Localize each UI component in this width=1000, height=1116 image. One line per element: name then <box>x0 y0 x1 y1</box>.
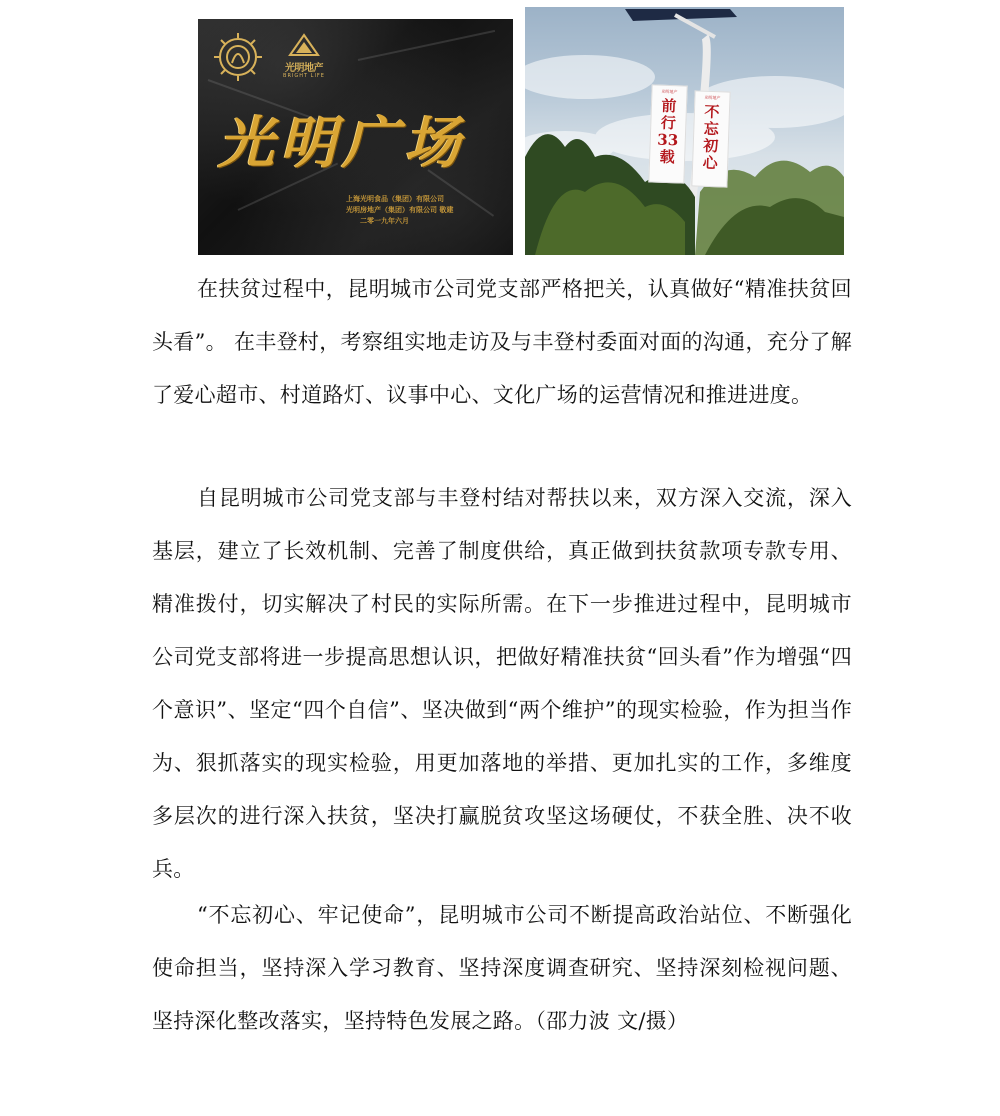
plaque-inscription <box>346 194 506 227</box>
banner-char: 初 <box>702 136 719 156</box>
pyramid-logo-icon <box>274 33 334 59</box>
article-paragraph: 在扶贫过程中，昆明城市公司党支部严格把关，认真做好“精准扶贫回头看”。 在丰登村，考察组实地走访及与丰登村委面对面的沟通，充分了解了爱心超市、村道路灯、议事中心、文化广场的运营情况和推进进度。 <box>152 277 852 407</box>
plaque-line: 光明房地产（集团）有限公司 敬建 <box>346 206 454 214</box>
article-paragraph: “不忘初心、牢记使命”，昆明城市公司不断提高政治站位、不断强化使命担当，坚持深入学习教育、坚持深度调查研究、坚持深刻检视问题、坚持深化整改落实，坚持特色发展之路。（邵力波 文/摄） <box>152 903 852 1033</box>
brand-name: 光明地产 <box>285 63 323 74</box>
banner-logo-text: 光明地产 <box>704 94 721 101</box>
marble-vein <box>358 30 495 61</box>
plaque-title: 光明广场 <box>218 110 466 176</box>
brand-logo <box>274 33 334 89</box>
plaque-line: 二零一九年六月 <box>360 217 409 225</box>
banner-char: 前 <box>661 96 677 116</box>
plaque-photo <box>198 19 513 255</box>
banner-char: 行 <box>660 113 677 133</box>
plaque-line: 上海光明食品（集团）有限公司 <box>346 195 444 203</box>
banner-logo-text: 光明地产 <box>661 88 678 95</box>
lamp-banner-photo <box>525 7 844 255</box>
banner-left <box>648 84 687 183</box>
brand-name-en: BRIGHT LIFE <box>283 73 325 79</box>
article-paragraph: 自昆明城市公司党支部与丰登村结对帮扶以来，双方深入交流，深入基层，建立了长效机制、完善了制度供给，真正做到扶贫款项专款专用、精准拨付，切实解决了村民的实际所需。在下一步推进过程中，昆明城市公司党支部将进一步提高思想认识，把做好精准扶贫“回头看”作为增强“四个意识”、坚定“四个自信”、坚决做到“两个维护”的现实检验，作为担当作为、狠抓落实的现实检验，用更加落地的举措、更加扎实的工作，多维度多层次的进行深入扶贫，坚决打赢脱贫攻坚这场硬仗，不获全胜、决不收兵。 <box>152 486 852 881</box>
banner-char: 不 <box>704 102 720 122</box>
banner-char: 忘 <box>703 119 720 139</box>
banner-char: 载 <box>659 147 676 167</box>
banner-char: 心 <box>702 153 718 173</box>
banner-right <box>691 90 730 187</box>
banner-char: 33 <box>657 130 679 150</box>
sun-emblem-icon <box>212 31 264 83</box>
